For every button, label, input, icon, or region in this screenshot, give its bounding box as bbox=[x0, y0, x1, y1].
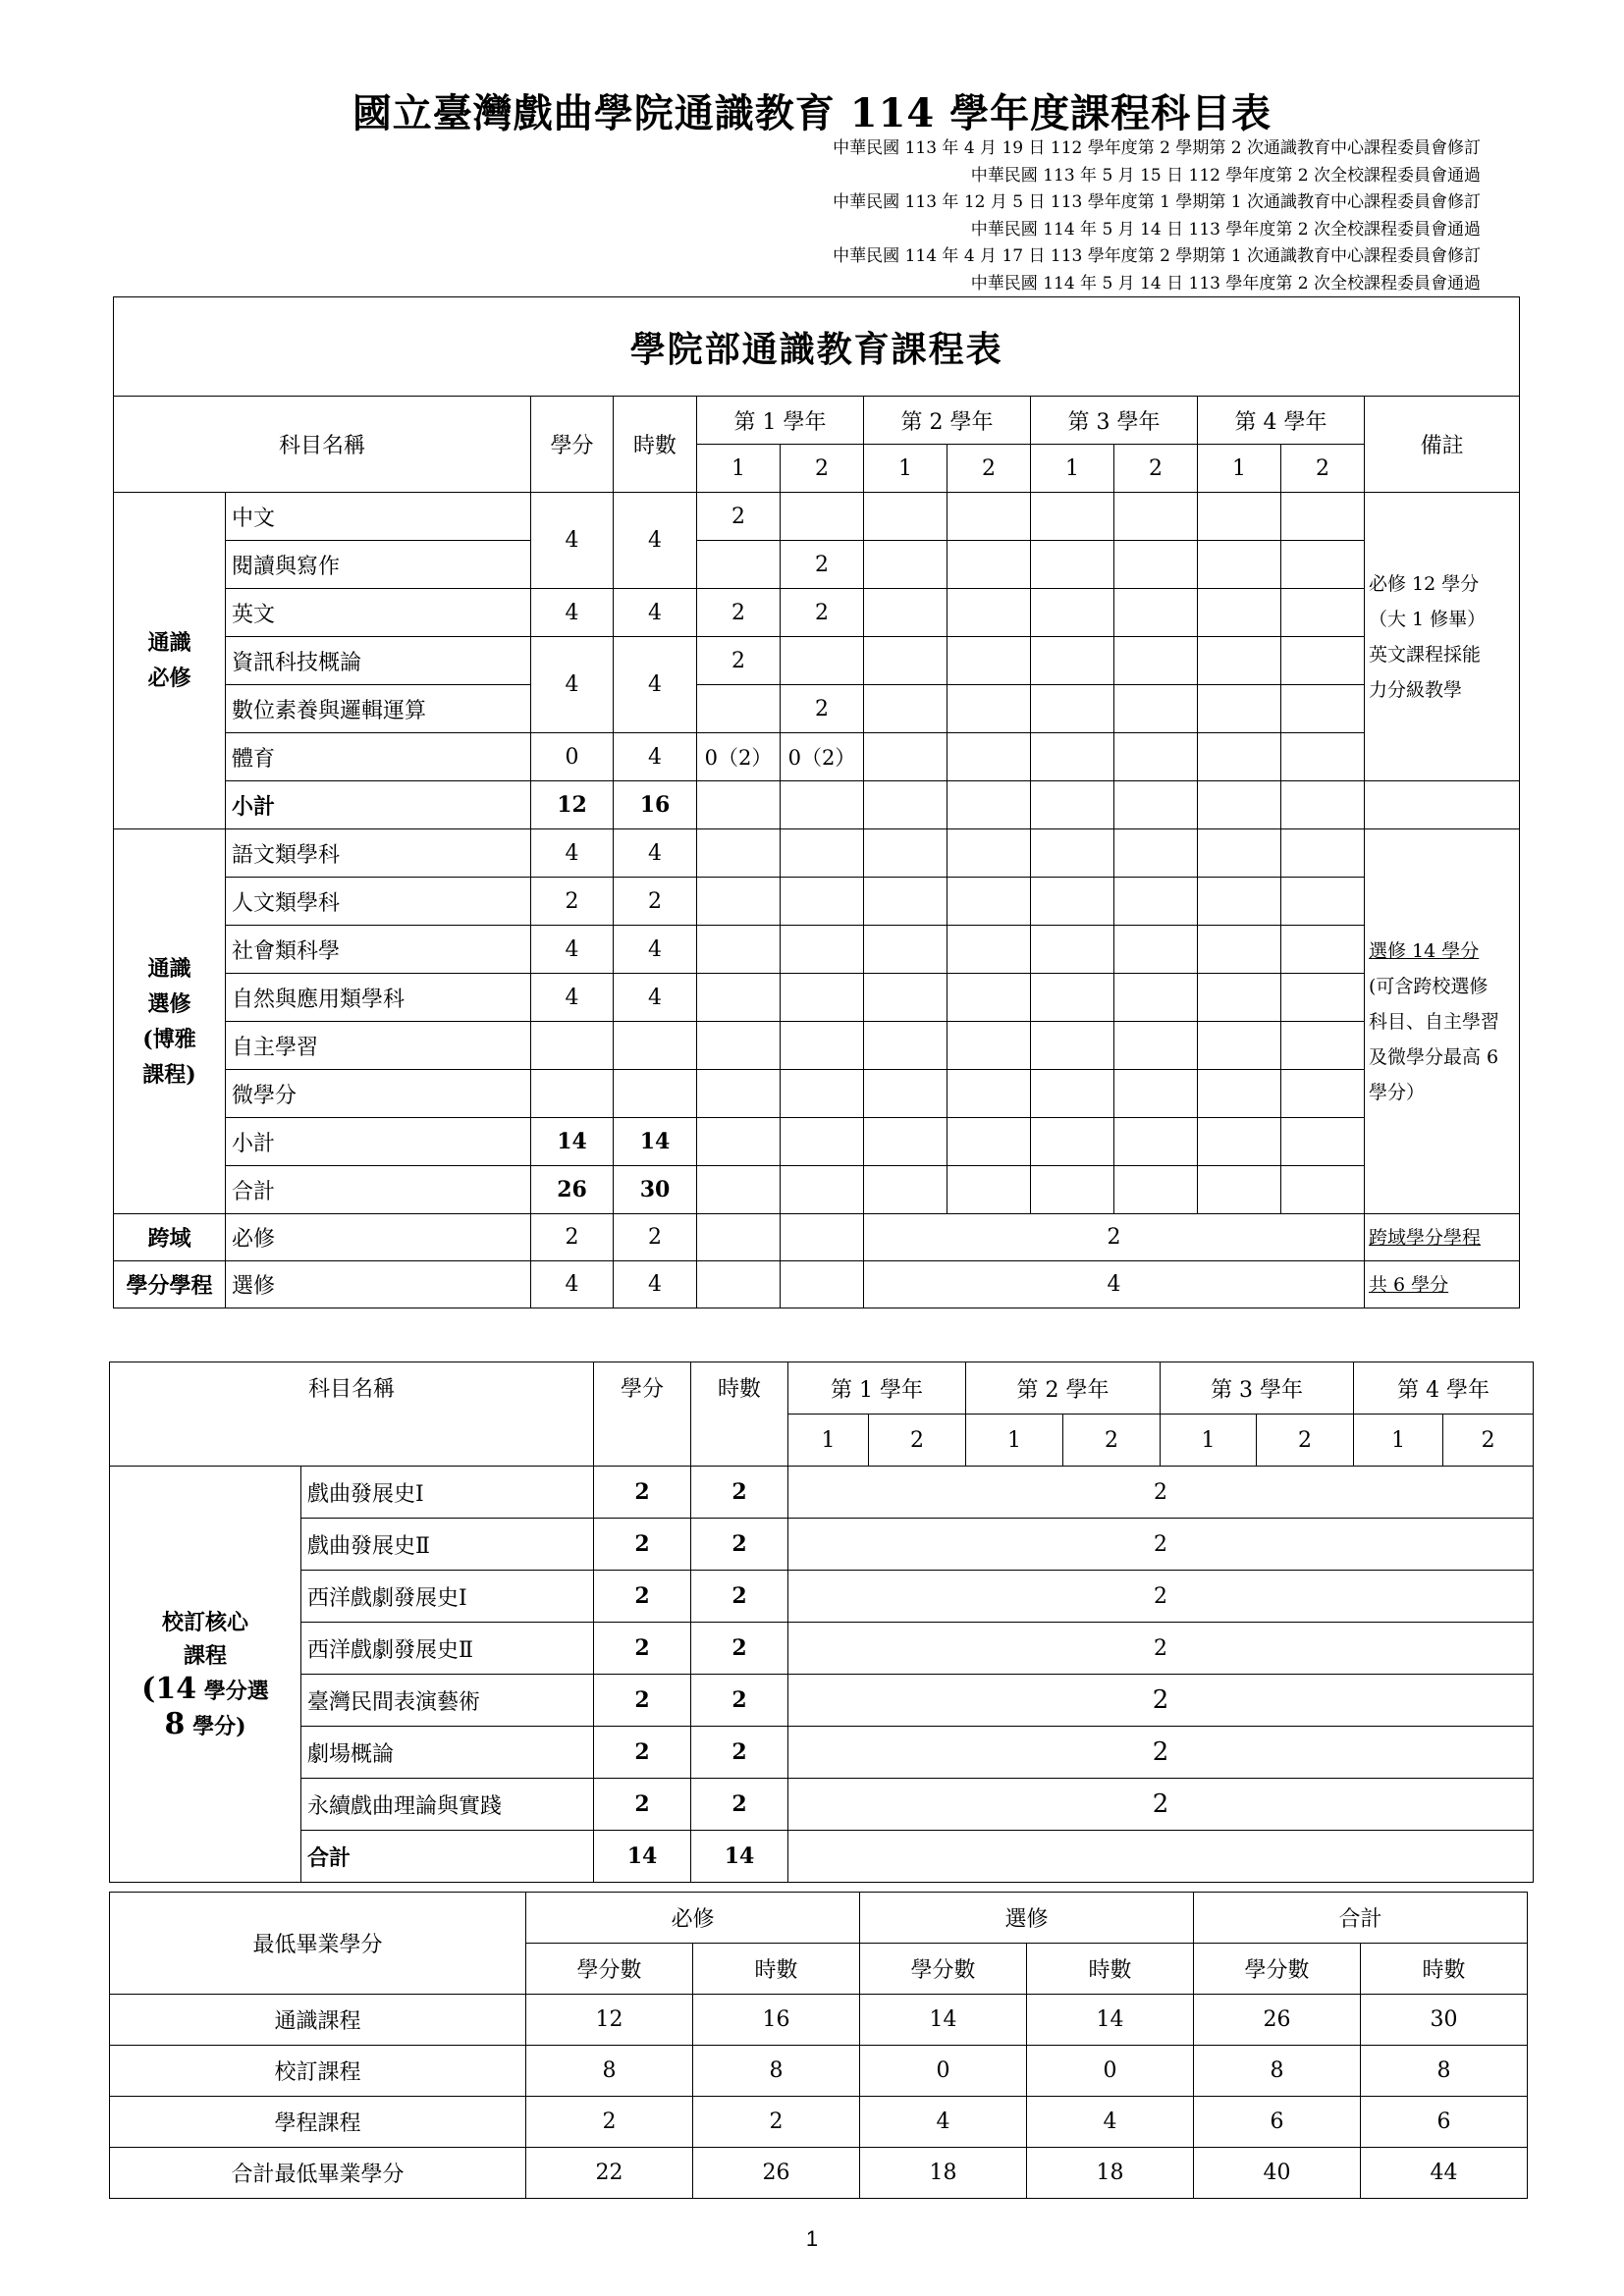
hours-cell: 4 bbox=[614, 637, 697, 733]
table-cell: 6 bbox=[1361, 2097, 1528, 2148]
total-credit: 14 bbox=[594, 1831, 691, 1883]
header-credit-count: 學分數 bbox=[1194, 1944, 1361, 1995]
remark-cross: 共 6 學分 bbox=[1365, 1261, 1520, 1308]
subtotal-credit: 14 bbox=[531, 1118, 614, 1166]
remark-line: 英文課程採能 bbox=[1369, 643, 1482, 666]
semester-cell: 2 bbox=[781, 685, 864, 733]
remark-line: (可含跨校選修 bbox=[1369, 975, 1489, 997]
header-semester: 1 bbox=[1354, 1415, 1443, 1467]
header-semester: 1 bbox=[697, 445, 781, 493]
total-hours: 14 bbox=[691, 1831, 788, 1883]
header-hours: 時數 bbox=[1361, 1944, 1528, 1995]
header-elective: 選修 bbox=[860, 1893, 1194, 1944]
table-cell: 2 bbox=[526, 2097, 693, 2148]
subtotal-label: 小計 bbox=[226, 1118, 531, 1166]
table-cell: 26 bbox=[693, 2148, 860, 2199]
group-label: 通識 bbox=[147, 955, 191, 982]
credit-cell: 2 bbox=[594, 1623, 691, 1675]
revision-note: 中華民國 114 年 4 月 17 日 113 學年度第 2 學期第 1 次通識教育中心課程委員會修訂 bbox=[833, 246, 1481, 266]
total-label: 合計 bbox=[301, 1831, 594, 1883]
header-total: 合計 bbox=[1194, 1893, 1528, 1944]
total-label: 合計 bbox=[226, 1166, 531, 1214]
course-name: 臺灣民間表演藝術 bbox=[301, 1675, 594, 1727]
hours-cell: 2 bbox=[691, 1623, 788, 1675]
row-label: 合計最低畢業學分 bbox=[110, 2148, 526, 2199]
hours-cell: 4 bbox=[614, 589, 697, 637]
header-semester: 1 bbox=[864, 445, 947, 493]
table-cell: 8 bbox=[1194, 2046, 1361, 2097]
row-label: 學程課程 bbox=[110, 2097, 526, 2148]
credit-cell: 2 bbox=[594, 1727, 691, 1779]
header-credit-count: 學分數 bbox=[860, 1944, 1027, 1995]
total-credit: 26 bbox=[531, 1166, 614, 1214]
remark-line: 力分級教學 bbox=[1369, 678, 1463, 701]
header-semester: 2 bbox=[1443, 1415, 1534, 1467]
remark-line: 必修 12 學分 bbox=[1369, 572, 1480, 595]
credit-cell: 4 bbox=[531, 637, 614, 733]
group-label: 通識 bbox=[147, 630, 191, 656]
core-course-table bbox=[109, 1362, 1534, 1883]
header-semester: 2 bbox=[1063, 1415, 1161, 1467]
table-cell: 2 bbox=[693, 2097, 860, 2148]
header-subject: 科目名稱 bbox=[114, 397, 531, 493]
group-label: 課程 bbox=[183, 1642, 227, 1669]
group-label: 選修 bbox=[147, 990, 191, 1017]
total-hours: 30 bbox=[614, 1166, 697, 1214]
semester-cell: 0（2） bbox=[697, 733, 781, 781]
table-caption: 學院部通識教育課程表 bbox=[114, 297, 1520, 397]
course-name: 中文 bbox=[226, 493, 531, 541]
header-hours: 時數 bbox=[693, 1944, 860, 1995]
table-cell: 12 bbox=[526, 1995, 693, 2046]
header-semester: 1 bbox=[966, 1415, 1063, 1467]
credit-cell: 4 bbox=[531, 493, 614, 589]
group-label: 課程) bbox=[142, 1061, 196, 1088]
course-name: 數位素養與邏輯運算 bbox=[226, 685, 531, 733]
remark-elective bbox=[1365, 829, 1520, 1214]
revision-note: 中華民國 113 年 5 月 15 日 112 學年度第 2 次全校課程委員會通過 bbox=[970, 165, 1481, 186]
page-number: 1 bbox=[805, 2226, 819, 2251]
table-cell: 40 bbox=[1194, 2148, 1361, 2199]
row-label: 通識課程 bbox=[110, 1995, 526, 2046]
hours-cell: 4 bbox=[614, 733, 697, 781]
credit-cell: 2 bbox=[531, 1214, 614, 1261]
course-name: 西洋戲劇發展史Ⅰ bbox=[301, 1571, 594, 1623]
group-cross-label: 跨域 bbox=[114, 1214, 226, 1261]
hours-cell: 4 bbox=[614, 1261, 697, 1308]
table-cell: 14 bbox=[860, 1995, 1027, 2046]
remark-line: 學分） bbox=[1369, 1081, 1426, 1103]
header-hours: 時數 bbox=[1027, 1944, 1194, 1995]
hours-cell: 2 bbox=[691, 1519, 788, 1571]
credit-cell: 2 bbox=[594, 1519, 691, 1571]
credit-cell: 0 bbox=[531, 733, 614, 781]
subtotal-hours: 14 bbox=[614, 1118, 697, 1166]
general-education-table bbox=[113, 296, 1520, 1308]
hours-cell: 2 bbox=[614, 1214, 697, 1261]
remark-line: （大 1 修畢） bbox=[1369, 608, 1487, 630]
revision-note: 中華民國 113 年 12 月 5 日 113 學年度第 1 學期第 1 次通識教育中心課程委員會修訂 bbox=[833, 192, 1481, 212]
table-cell: 0 bbox=[1027, 2046, 1194, 2097]
table-cell: 8 bbox=[526, 2046, 693, 2097]
header-semester: 2 bbox=[869, 1415, 966, 1467]
course-name: 永續戲曲理論與實踐 bbox=[301, 1779, 594, 1831]
table-cell: 22 bbox=[526, 2148, 693, 2199]
credit-cell: 2 bbox=[594, 1675, 691, 1727]
table-cell: 44 bbox=[1361, 2148, 1528, 2199]
table-cell: 26 bbox=[1194, 1995, 1361, 2046]
header-semester: 2 bbox=[781, 445, 864, 493]
remark-line: 選修 14 學分 bbox=[1369, 939, 1480, 962]
group-label bbox=[110, 1673, 300, 1708]
table-cell: 0 bbox=[860, 2046, 1027, 2097]
course-name: 選修 bbox=[226, 1261, 531, 1308]
span-value: 2 bbox=[788, 1623, 1534, 1675]
header-subject: 科目名稱 bbox=[110, 1362, 594, 1467]
semester-cell: 2 bbox=[781, 589, 864, 637]
header-hours: 時數 bbox=[691, 1362, 788, 1467]
table-cell: 4 bbox=[1027, 2097, 1194, 2148]
revision-note: 中華民國 114 年 5 月 14 日 113 學年度第 2 次全校課程委員會通過 bbox=[970, 219, 1481, 240]
header-semester: 2 bbox=[1257, 1415, 1354, 1467]
remark-line: 及微學分最高 6 bbox=[1369, 1045, 1499, 1068]
group-label: 必修 bbox=[147, 666, 191, 691]
header-credit-count: 學分數 bbox=[526, 1944, 693, 1995]
table-cell: 14 bbox=[1027, 1995, 1194, 2046]
header-semester: 2 bbox=[1281, 445, 1365, 493]
table-cell: 8 bbox=[693, 2046, 860, 2097]
header-semester: 1 bbox=[1198, 445, 1281, 493]
credit-cell bbox=[531, 1022, 614, 1070]
header-semester: 1 bbox=[788, 1415, 869, 1467]
header-semester: 1 bbox=[1161, 1415, 1257, 1467]
header-year-4: 第 4 學年 bbox=[1354, 1362, 1534, 1415]
span-value: 2 bbox=[788, 1779, 1534, 1831]
row-label: 校訂課程 bbox=[110, 2046, 526, 2097]
header-semester: 2 bbox=[1114, 445, 1198, 493]
hours-cell: 4 bbox=[614, 926, 697, 974]
group-elective bbox=[114, 829, 226, 1214]
course-name: 語文類學科 bbox=[226, 829, 531, 878]
group-label-number: 8 bbox=[164, 1706, 186, 1741]
group-label-number: (14 bbox=[141, 1671, 197, 1706]
revision-note: 中華民國 113 年 4 月 19 日 112 學年度第 2 學期第 2 次通識教育中心課程委員會修訂 bbox=[833, 138, 1481, 158]
group-cross-label: 學分學程 bbox=[114, 1261, 226, 1308]
course-name: 閱讀與寫作 bbox=[226, 541, 531, 589]
course-name: 必修 bbox=[226, 1214, 531, 1261]
header-credit: 學分 bbox=[531, 397, 614, 493]
header-year-4: 第 4 學年 bbox=[1198, 397, 1365, 445]
table-cell: 18 bbox=[860, 2148, 1027, 2199]
header-remark: 備註 bbox=[1365, 397, 1520, 493]
course-name: 自主學習 bbox=[226, 1022, 531, 1070]
table-cell: 18 bbox=[1027, 2148, 1194, 2199]
span-value: 4 bbox=[864, 1261, 1365, 1308]
header-year-1: 第 1 學年 bbox=[697, 397, 864, 445]
remark-line: 科目、自主學習 bbox=[1369, 1010, 1500, 1033]
group-label: 校訂核心 bbox=[161, 1609, 248, 1635]
span-value: 2 bbox=[788, 1467, 1534, 1519]
span-value: 2 bbox=[788, 1675, 1534, 1727]
course-name: 戲曲發展史Ⅱ bbox=[301, 1519, 594, 1571]
hours-cell: 4 bbox=[614, 829, 697, 878]
credit-cell: 4 bbox=[531, 589, 614, 637]
header-semester: 2 bbox=[947, 445, 1031, 493]
credit-cell: 2 bbox=[594, 1571, 691, 1623]
semester-cell: 2 bbox=[697, 637, 781, 685]
header-year-3: 第 3 學年 bbox=[1161, 1362, 1354, 1415]
hours-cell: 2 bbox=[691, 1675, 788, 1727]
revision-notes bbox=[833, 135, 1481, 297]
course-name: 資訊科技概論 bbox=[226, 637, 531, 685]
remark-cross: 跨域學分學程 bbox=[1365, 1214, 1520, 1261]
header-hours: 時數 bbox=[614, 397, 697, 493]
semester-cell: 0（2） bbox=[781, 733, 864, 781]
hours-cell: 2 bbox=[691, 1467, 788, 1519]
credit-cell: 2 bbox=[531, 878, 614, 926]
hours-cell: 4 bbox=[614, 493, 697, 589]
credit-cell: 4 bbox=[531, 926, 614, 974]
span-value: 2 bbox=[788, 1571, 1534, 1623]
course-name: 西洋戲劇發展史Ⅱ bbox=[301, 1623, 594, 1675]
group-label-text: 學分) bbox=[192, 1713, 246, 1739]
credit-cell: 4 bbox=[531, 1261, 614, 1308]
remark-required bbox=[1365, 493, 1520, 781]
hours-cell bbox=[614, 1022, 697, 1070]
header-year-2: 第 2 學年 bbox=[966, 1362, 1161, 1415]
credit-cell: 4 bbox=[531, 829, 614, 878]
credit-cell: 2 bbox=[594, 1779, 691, 1831]
semester-cell: 2 bbox=[697, 493, 781, 541]
header-semester: 1 bbox=[1031, 445, 1114, 493]
table-cell: 6 bbox=[1194, 2097, 1361, 2148]
hours-cell: 2 bbox=[614, 878, 697, 926]
course-name: 社會類科學 bbox=[226, 926, 531, 974]
header-year-1: 第 1 學年 bbox=[788, 1362, 966, 1415]
course-name: 劇場概論 bbox=[301, 1727, 594, 1779]
hours-cell: 4 bbox=[614, 974, 697, 1022]
header-credit: 學分 bbox=[594, 1362, 691, 1467]
header-year-2: 第 2 學年 bbox=[864, 397, 1031, 445]
table-cell: 30 bbox=[1361, 1995, 1528, 2046]
header-required: 必修 bbox=[526, 1893, 860, 1944]
hours-cell: 2 bbox=[691, 1727, 788, 1779]
span-value: 2 bbox=[788, 1727, 1534, 1779]
header-min-credits: 最低畢業學分 bbox=[110, 1893, 526, 1995]
course-name: 英文 bbox=[226, 589, 531, 637]
span-value: 2 bbox=[788, 1519, 1534, 1571]
hours-cell: 2 bbox=[691, 1779, 788, 1831]
group-label bbox=[110, 1708, 300, 1743]
semester-cell: 2 bbox=[697, 589, 781, 637]
table-cell: 4 bbox=[860, 2097, 1027, 2148]
group-label-text: 學分選 bbox=[203, 1678, 269, 1704]
subtotal-label: 小計 bbox=[226, 781, 531, 829]
credit-cell: 4 bbox=[531, 974, 614, 1022]
course-name: 微學分 bbox=[226, 1070, 531, 1118]
header-year-3: 第 3 學年 bbox=[1031, 397, 1198, 445]
course-name: 體育 bbox=[226, 733, 531, 781]
revision-note: 中華民國 114 年 5 月 14 日 113 學年度第 2 次全校課程委員會通過 bbox=[970, 273, 1481, 294]
subtotal-credit: 12 bbox=[531, 781, 614, 829]
table-cell: 8 bbox=[1361, 2046, 1528, 2097]
semester-cell: 2 bbox=[781, 541, 864, 589]
group-required bbox=[114, 493, 226, 829]
subtotal-hours: 16 bbox=[614, 781, 697, 829]
credit-cell bbox=[531, 1070, 614, 1118]
course-name: 自然與應用類學科 bbox=[226, 974, 531, 1022]
group-label: (博雅 bbox=[142, 1026, 196, 1052]
course-name: 戲曲發展史Ⅰ bbox=[301, 1467, 594, 1519]
credit-cell: 2 bbox=[594, 1467, 691, 1519]
course-name: 人文類學科 bbox=[226, 878, 531, 926]
hours-cell bbox=[614, 1070, 697, 1118]
graduation-credits-table bbox=[109, 1892, 1528, 2199]
page-title: 國立臺灣戲曲學院通識教育 114 學年度課程科目表 bbox=[352, 90, 1272, 136]
hours-cell: 2 bbox=[691, 1571, 788, 1623]
table-cell: 16 bbox=[693, 1995, 860, 2046]
group-core bbox=[110, 1467, 301, 1883]
span-value: 2 bbox=[864, 1214, 1365, 1261]
